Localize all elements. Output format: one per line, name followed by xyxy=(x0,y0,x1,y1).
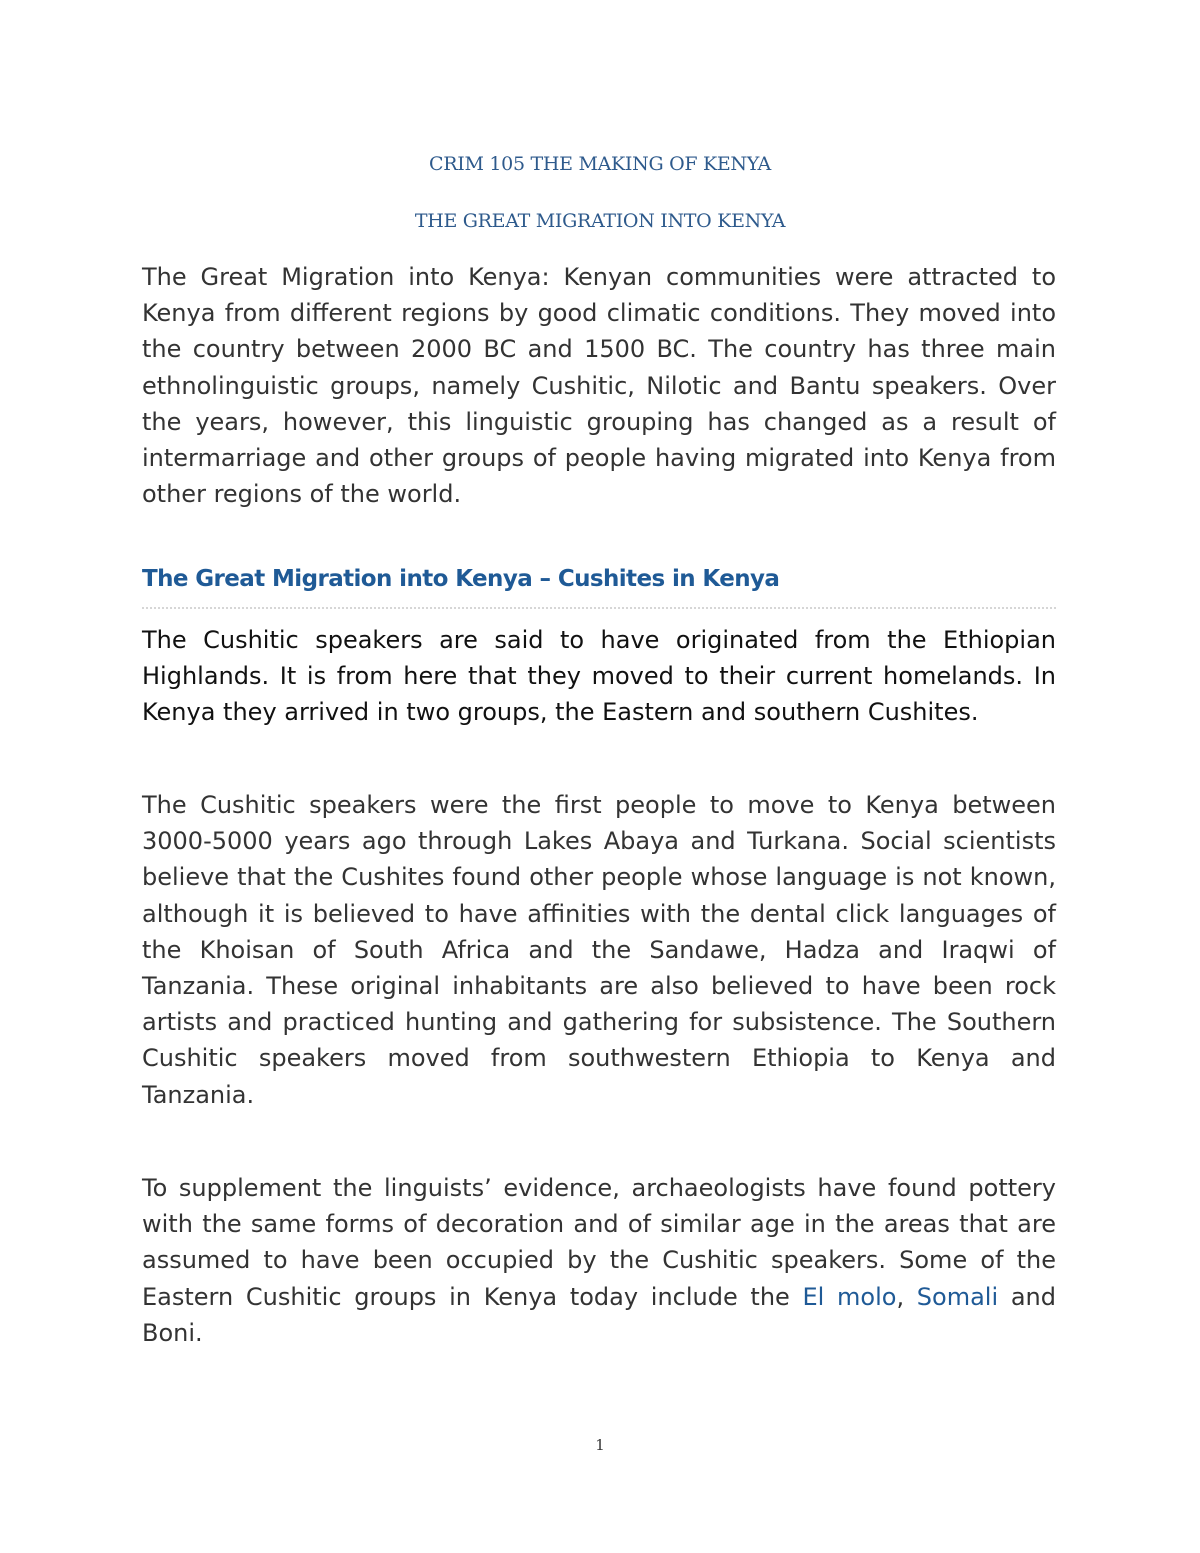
page-number: 1 xyxy=(595,1436,605,1454)
evidence-text: To supplement the linguists’ evidence, archaeologists have found pottery with the same forms of decoration and of similar age in the areas that are assumed to have been occupied by the Cushitic speakers. Some of the Eastern Cushitic groups in Kenya today include the xyxy=(142,1174,1056,1311)
section-divider xyxy=(142,607,1056,609)
intro-paragraph: The Great Migration into Kenya: Kenyan communities were attracted to Kenya from different regions by good climatic conditions. They moved into the country between 2000 BC and 1500 BC. The country has three main ethnolinguistic groups, namely Cushitic, Nilotic and Bantu speakers. Over the years, however, this linguistic grouping has changed as a result of intermarriage and other groups of people having migrated into Kenya from other regions of the world. xyxy=(142,263,1056,509)
origin-paragraph: The Cushitic speakers are said to have originated from the Ethiopian Highlands. It is from here that they moved to their current homelands. In Kenya they arrived in two groups, the Eastern and southern Cushites. xyxy=(142,626,1056,727)
link-separator: , xyxy=(896,1282,917,1311)
evidence-paragraph xyxy=(142,1170,1056,1351)
migration-paragraph: The Cushitic speakers were the first people to move to Kenya between 3000-5000 years ago through Lakes Abaya and Turkana. Social scientists believe that the Cushites found other people whose language is not known, although it is believed to have affinities with the dental click languages of the Khoisan of South Africa and the Sandawe, Hadza and Iraqwi of Tanzania. These original inhabitants are also believed to have been rock artists and practiced hunting and gathering for subsistence. The Southern Cushitic speakers moved from southwestern Ethiopia to Kenya and Tanzania. xyxy=(142,791,1056,1109)
evidence-text-end: and Boni. xyxy=(142,1282,1056,1347)
el-molo-link[interactable]: El molo xyxy=(802,1282,897,1311)
course-title: CRIM 105 THE MAKING OF KENYA xyxy=(429,153,771,175)
somali-link[interactable]: Somali xyxy=(916,1282,999,1311)
chapter-title: THE GREAT MIGRATION INTO KENYA xyxy=(414,210,786,232)
section-heading: The Great Migration into Kenya – Cushites in Kenya xyxy=(142,566,780,592)
